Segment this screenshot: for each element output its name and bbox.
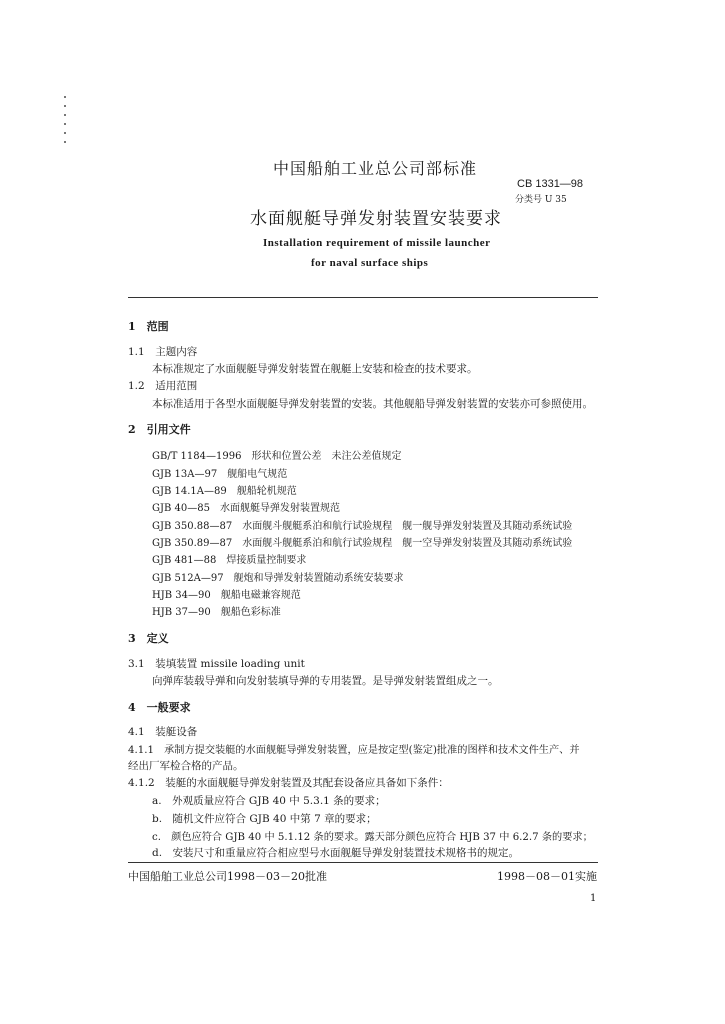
section-1-2-title: 1.2 适用范围 [128, 380, 198, 392]
section-4-1-1-line1: 4.1.1 承制方提交装艇的水面舰艇导弹发射装置，应是按定型(鉴定)批准的图样和技术文件生产、并 [128, 745, 580, 756]
standard-number: CB 1331—98 [517, 178, 584, 190]
condition-item: b. 随机文件应符合 GJB 40 中第 7 章的要求； [152, 813, 377, 825]
implementation-date: 1998－08－01实施 [497, 870, 597, 883]
header-divider [128, 297, 598, 298]
section-1-2-text: 本标准适用于各型水面舰艇导弹发射装置的安装。其他舰船导弹发射装置的安装亦可参照使用。 [152, 398, 593, 410]
section-1-title: 1 范围 [128, 320, 169, 333]
reference-item: GJB 14.1A—89 舰船轮机规范 [152, 486, 297, 497]
reference-item: GJB 512A—97 舰炮和导弹发射装置随动系统安装要求 [152, 573, 404, 584]
section-4-1-1-line2: 经出厂军检合格的产品。 [128, 760, 244, 772]
english-title-line1: Installation requirement of missile launcher [263, 237, 491, 249]
page-number: 1 [590, 893, 597, 904]
condition-item: c. 颜色应符合 GJB 40 中 5.1.12 条的要求。露天部分颜色应符合 HJB 37 中 6.2.7 条的要求； [152, 832, 593, 843]
section-3-1-title: 3.1 装填装置 missile loading unit [128, 658, 305, 670]
section-4-1-title: 4.1 装艇设备 [128, 726, 198, 738]
reference-item: HJB 37—90 舰船色彩标准 [152, 607, 281, 618]
approval-date: 中国船舶工业总公司1998－03－20批准 [128, 870, 327, 883]
section-4-1-2-title: 4.1.2 装艇的水面舰艇导弹发射装置及其配套设备应具备如下条件： [128, 777, 449, 789]
reference-item: GJB 350.88—87 水面舰斗舰艇系泊和航行试验规程 舰一舰导弹发射装置及其随动系统试验 [152, 521, 573, 532]
reference-item: HJB 34—90 舰船电磁兼容规范 [152, 590, 301, 601]
section-1-1-text: 本标准规定了水面舰艇导弹发射装置在舰艇上安装和检查的技术要求。 [152, 363, 478, 375]
condition-item: d. 安装尺寸和重量应符合相应型号水面舰艇导弹发射装置技术规格书的规定。 [152, 847, 520, 859]
section-1-1-title: 1.1 主题内容 [128, 346, 198, 358]
condition-item: a. 外观质量应符合 GJB 40 中 5.3.1 条的要求； [152, 795, 386, 807]
reference-item: GJB 13A—97 舰船电气规范 [152, 469, 288, 480]
document-title: 水面舰艇导弹发射装置安装要求 [250, 209, 502, 229]
reference-item: GB/T 1184—1996 形状和位置公差 未注公差值规定 [152, 451, 402, 462]
reference-item: GJB 481—88 焊接质量控制要求 [152, 555, 307, 566]
reference-item: GJB 350.89—87 水面舰斗舰艇系泊和航行试验规程 舰一空导弹发射装置及其随动系统试验 [152, 538, 573, 549]
classification-code: 分类号 U 35 [515, 195, 567, 205]
org-standard-heading: 中国船舶工业总公司部标准 [273, 159, 478, 178]
section-3-1-text: 向弹库装载导弹和向发射装填导弹的专用装置。是导弹发射装置组成之一。 [152, 675, 499, 687]
section-4-title: 4 一般要求 [128, 701, 191, 714]
section-2-title: 2 引用文件 [128, 423, 191, 436]
footer-divider [128, 862, 598, 863]
english-title-line2: for naval surface ships [311, 257, 429, 269]
section-3-title: 3 定义 [128, 632, 169, 645]
margin-dot-marks [64, 96, 67, 150]
reference-item: GJB 40—85 水面舰艇导弹发射装置规范 [152, 503, 340, 514]
